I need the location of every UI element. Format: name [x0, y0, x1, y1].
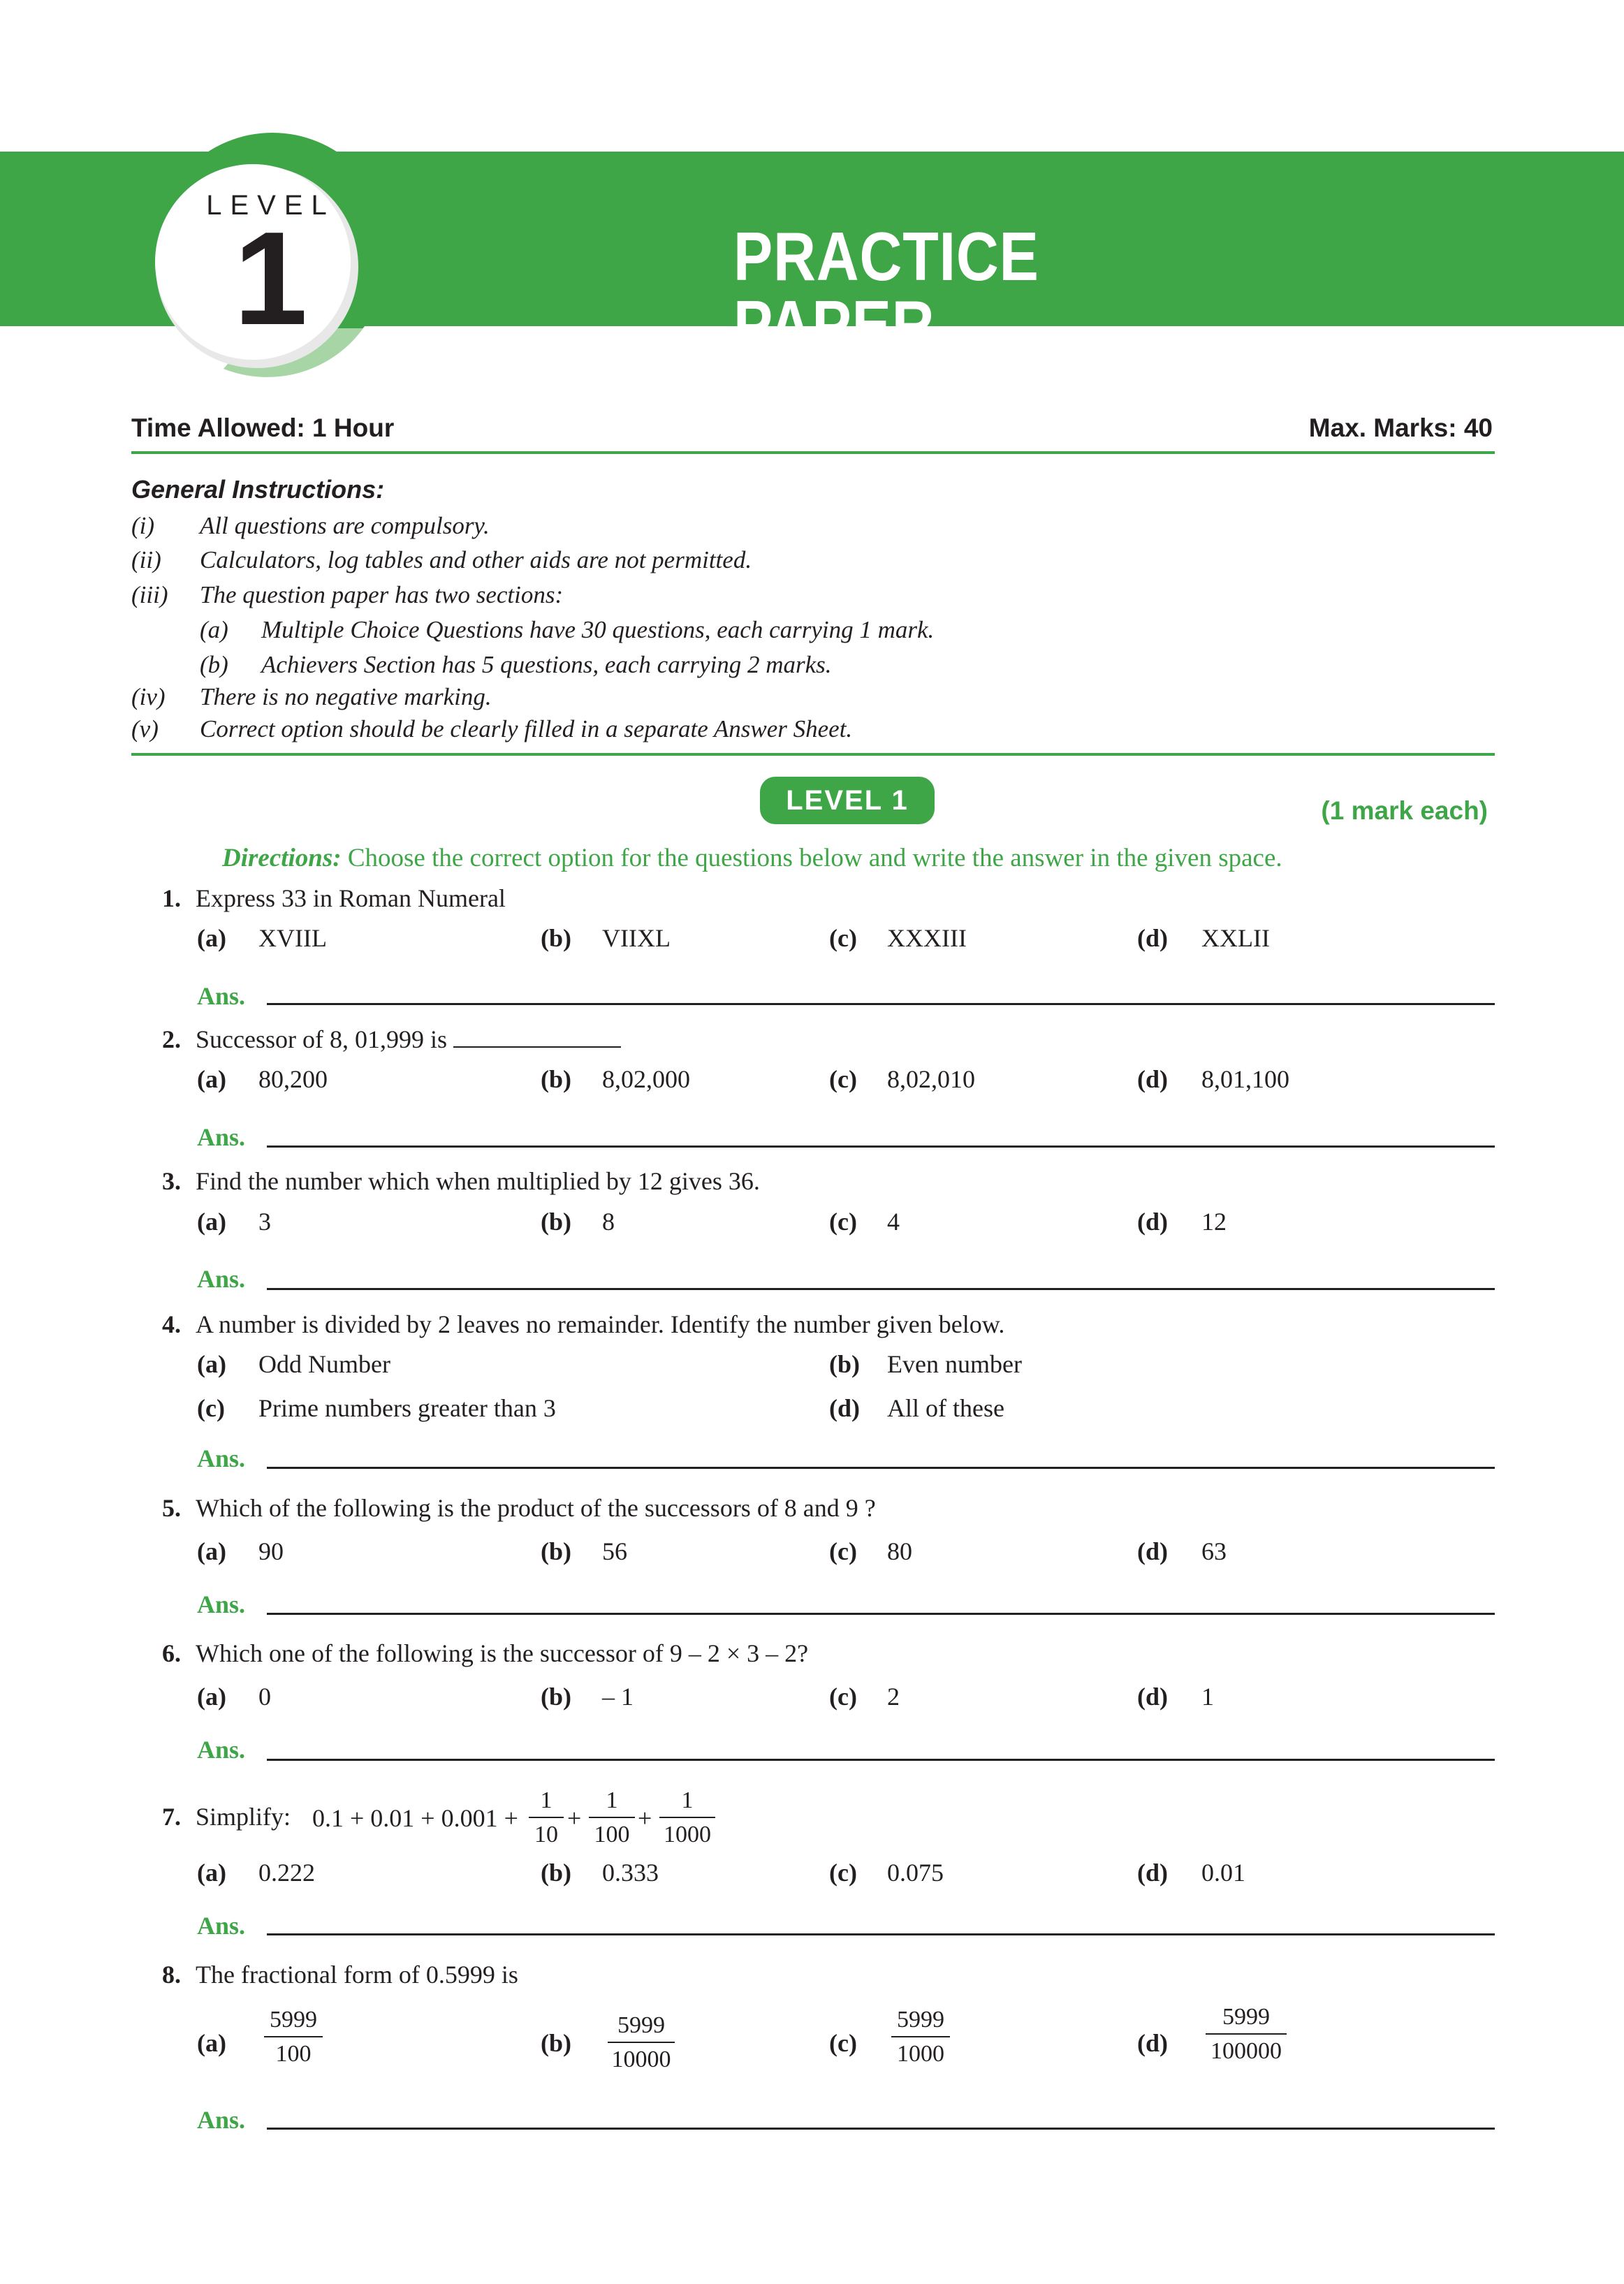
option-text: 80,200 — [258, 1065, 328, 1093]
badge-level-number: 1 — [233, 205, 308, 353]
answer-label: Ans. — [197, 2106, 246, 2134]
fraction-denominator: 1000 — [897, 2041, 944, 2067]
fraction-denominator: 100 — [275, 2041, 312, 2067]
fraction-bar — [608, 2042, 675, 2043]
answer-line[interactable] — [267, 1613, 1495, 1615]
option-text: Prime numbers greater than 3 — [258, 1394, 556, 1422]
question-text: A number is divided by 2 leaves no remainder. Identify the number given below. — [196, 1310, 1005, 1338]
option-text: 2 — [887, 1683, 900, 1711]
section-level-pill: LEVEL 1 — [760, 777, 935, 824]
page-title: PRACTICE PAPER — [733, 218, 1039, 363]
option-text: 12 — [1201, 1208, 1227, 1236]
option-text: All of these — [887, 1394, 1004, 1422]
fraction-numerator: 5999 — [617, 2012, 665, 2038]
option-text: Odd Number — [258, 1350, 390, 1378]
directions-text: Choose the correct option for the questions below and write the answer in the given space. — [341, 844, 1282, 872]
option-text: 90 — [258, 1537, 284, 1565]
instruction-text: Correct option should be clearly filled in a separate Answer Sheet. — [200, 715, 853, 742]
instruction-sub-num: (a) — [200, 616, 228, 643]
instruction-sub-text: Multiple Choice Questions have 30 questions, each carrying 1 mark. — [261, 616, 935, 643]
question-text: Express 33 in Roman Numeral — [196, 884, 506, 912]
plus-sign: + — [567, 1804, 582, 1832]
option-text: XXLII — [1201, 924, 1270, 952]
question-number: 5. — [162, 1494, 181, 1522]
option-label: (c) — [829, 1859, 857, 1887]
question-text: The fractional form of 0.5999 is — [196, 1961, 518, 1989]
time-allowed: Time Allowed: 1 Hour — [131, 413, 395, 442]
question-text: Which one of the following is the successor of 9 – 2 × 3 – 2? — [196, 1639, 809, 1667]
fraction-bar — [891, 2036, 950, 2037]
option-text: 1 — [1201, 1683, 1214, 1711]
fraction-one-hundredth — [589, 1787, 635, 1848]
option-text: 0.01 — [1201, 1859, 1245, 1887]
option-text: VIIXL — [602, 924, 671, 952]
option-label: (c) — [829, 1537, 857, 1565]
option-fraction — [891, 2006, 950, 2067]
option-label: (d) — [1137, 2029, 1168, 2057]
option-text: 63 — [1201, 1537, 1227, 1565]
instruction-sub-text: Achievers Section has 5 questions, each carrying 2 marks. — [261, 651, 832, 678]
fraction-numerator: 1 — [606, 1787, 618, 1813]
fraction-denominator: 10 — [534, 1822, 558, 1848]
question-text: Find the number which when multiplied by 12 gives 36. — [196, 1167, 760, 1195]
answer-label: Ans. — [197, 1265, 246, 1293]
fill-in-blank[interactable] — [453, 1025, 621, 1048]
option-label: (b) — [541, 1859, 571, 1887]
option-text: 0.222 — [258, 1859, 315, 1887]
plus-sign: + — [638, 1804, 652, 1832]
directions — [222, 843, 1282, 873]
answer-label: Ans. — [197, 982, 246, 1010]
question-text-content: Successor of 8, 01,999 is — [196, 1025, 453, 1053]
fraction-bar — [529, 1817, 564, 1818]
badge-level-word: LEVEL — [206, 190, 335, 221]
option-label: (b) — [541, 2029, 571, 2057]
question-text: Simplify: — [196, 1803, 291, 1831]
answer-label: Ans. — [197, 1123, 246, 1151]
answer-line[interactable] — [267, 1759, 1495, 1761]
option-label: (a) — [197, 1537, 226, 1565]
fraction-denominator: 100000 — [1210, 2038, 1282, 2065]
option-text: 0.333 — [602, 1859, 659, 1887]
answer-line[interactable] — [267, 1003, 1495, 1005]
option-fraction — [608, 2012, 675, 2073]
answer-label: Ans. — [197, 1912, 246, 1940]
option-fraction — [264, 2006, 323, 2067]
question-text: Which of the following is the product of the successors of 8 and 9 ? — [196, 1494, 876, 1522]
fraction-denominator: 1000 — [664, 1822, 711, 1848]
answer-label: Ans. — [197, 1590, 246, 1618]
instruction-num: (v) — [131, 715, 159, 742]
instruction-num: (iii) — [131, 581, 168, 608]
instruction-num: (i) — [131, 512, 155, 539]
option-text: 8 — [602, 1208, 615, 1236]
option-text: 8,01,100 — [1201, 1065, 1289, 1093]
option-label: (a) — [197, 1859, 226, 1887]
fraction-numerator: 5999 — [270, 2007, 317, 2033]
answer-line[interactable] — [267, 2128, 1495, 2130]
option-label: (a) — [197, 1683, 226, 1711]
option-label: (a) — [197, 2029, 226, 2057]
question-number: 1. — [162, 884, 181, 912]
fraction-bar — [264, 2036, 323, 2037]
option-label: (c) — [829, 1208, 857, 1236]
fraction-bar — [589, 1817, 635, 1818]
option-label: (a) — [197, 1350, 226, 1378]
fraction-numerator: 5999 — [1222, 2004, 1270, 2030]
answer-line[interactable] — [267, 1145, 1495, 1148]
fraction-one-tenth — [529, 1787, 564, 1848]
option-text: 80 — [887, 1537, 912, 1565]
option-text: XVIIL — [258, 924, 327, 952]
option-label: (d) — [1137, 924, 1168, 952]
question-number: 2. — [162, 1025, 181, 1053]
answer-line[interactable] — [267, 1288, 1495, 1290]
option-text: XXXIII — [887, 924, 967, 952]
option-text: 8,02,010 — [887, 1065, 975, 1093]
option-text: Even number — [887, 1350, 1022, 1378]
answer-line[interactable] — [267, 1467, 1495, 1469]
question-number: 7. — [162, 1803, 181, 1831]
option-text: 0.075 — [887, 1859, 944, 1887]
question-expression: 0.1 + 0.01 + 0.001 + — [312, 1804, 518, 1832]
option-label: (d) — [1137, 1683, 1168, 1711]
fraction-numerator: 1 — [681, 1787, 694, 1813]
option-label: (b) — [541, 1537, 571, 1565]
instruction-num: (iv) — [131, 683, 166, 710]
instruction-text: Calculators, log tables and other aids are not permitted. — [200, 546, 752, 573]
max-marks: Max. Marks: 40 — [1308, 413, 1493, 442]
instruction-text: All questions are compulsory. — [200, 512, 490, 539]
option-label: (b) — [541, 1065, 571, 1093]
fraction-bar — [659, 1817, 715, 1818]
option-label: (d) — [1137, 1208, 1168, 1236]
option-label: (b) — [541, 1208, 571, 1236]
answer-label: Ans. — [197, 1444, 246, 1472]
option-text: 3 — [258, 1208, 271, 1236]
instruction-text: The question paper has two sections: — [200, 581, 564, 608]
fraction-numerator: 1 — [540, 1787, 553, 1813]
question-number: 8. — [162, 1961, 181, 1989]
question-number: 3. — [162, 1167, 181, 1195]
option-text: 8,02,000 — [602, 1065, 690, 1093]
option-label: (b) — [541, 1683, 571, 1711]
header-divider — [131, 451, 1495, 454]
fraction-denominator: 100 — [594, 1822, 630, 1848]
option-label: (a) — [197, 1208, 226, 1236]
question-text — [196, 1025, 621, 1054]
option-label: (c) — [829, 1683, 857, 1711]
option-text: 56 — [602, 1537, 627, 1565]
answer-line[interactable] — [267, 1933, 1495, 1935]
instructions-title: General Instructions: — [131, 475, 385, 504]
answer-label: Ans. — [197, 1736, 246, 1764]
option-label: (d) — [1137, 1537, 1168, 1565]
option-label: (a) — [197, 1065, 226, 1093]
option-label: (b) — [541, 924, 571, 952]
question-number: 4. — [162, 1310, 181, 1338]
instruction-sub-num: (b) — [200, 651, 228, 678]
option-label: (d) — [1137, 1065, 1168, 1093]
option-label: (d) — [829, 1394, 860, 1422]
instruction-num: (ii) — [131, 546, 161, 573]
directions-label: Directions: — [222, 844, 342, 872]
marks-each: (1 mark each) — [1321, 796, 1488, 825]
question-number: 6. — [162, 1639, 181, 1667]
fraction-bar — [1206, 2033, 1287, 2035]
option-label: (c) — [197, 1394, 225, 1422]
fraction-denominator: 10000 — [611, 2047, 671, 2073]
option-label: (c) — [829, 1065, 857, 1093]
option-fraction — [1206, 2003, 1287, 2065]
instructions-divider — [131, 753, 1495, 756]
option-label: (c) — [829, 2029, 857, 2057]
fraction-numerator: 5999 — [897, 2007, 944, 2033]
option-text: 4 — [887, 1208, 900, 1236]
option-text: 0 — [258, 1683, 271, 1711]
option-label: (d) — [1137, 1859, 1168, 1887]
option-label: (a) — [197, 924, 226, 952]
option-text: – 1 — [602, 1683, 634, 1711]
option-label: (b) — [829, 1350, 860, 1378]
instruction-text: There is no negative marking. — [200, 683, 492, 710]
fraction-one-thousandth — [659, 1787, 715, 1848]
option-label: (c) — [829, 924, 857, 952]
